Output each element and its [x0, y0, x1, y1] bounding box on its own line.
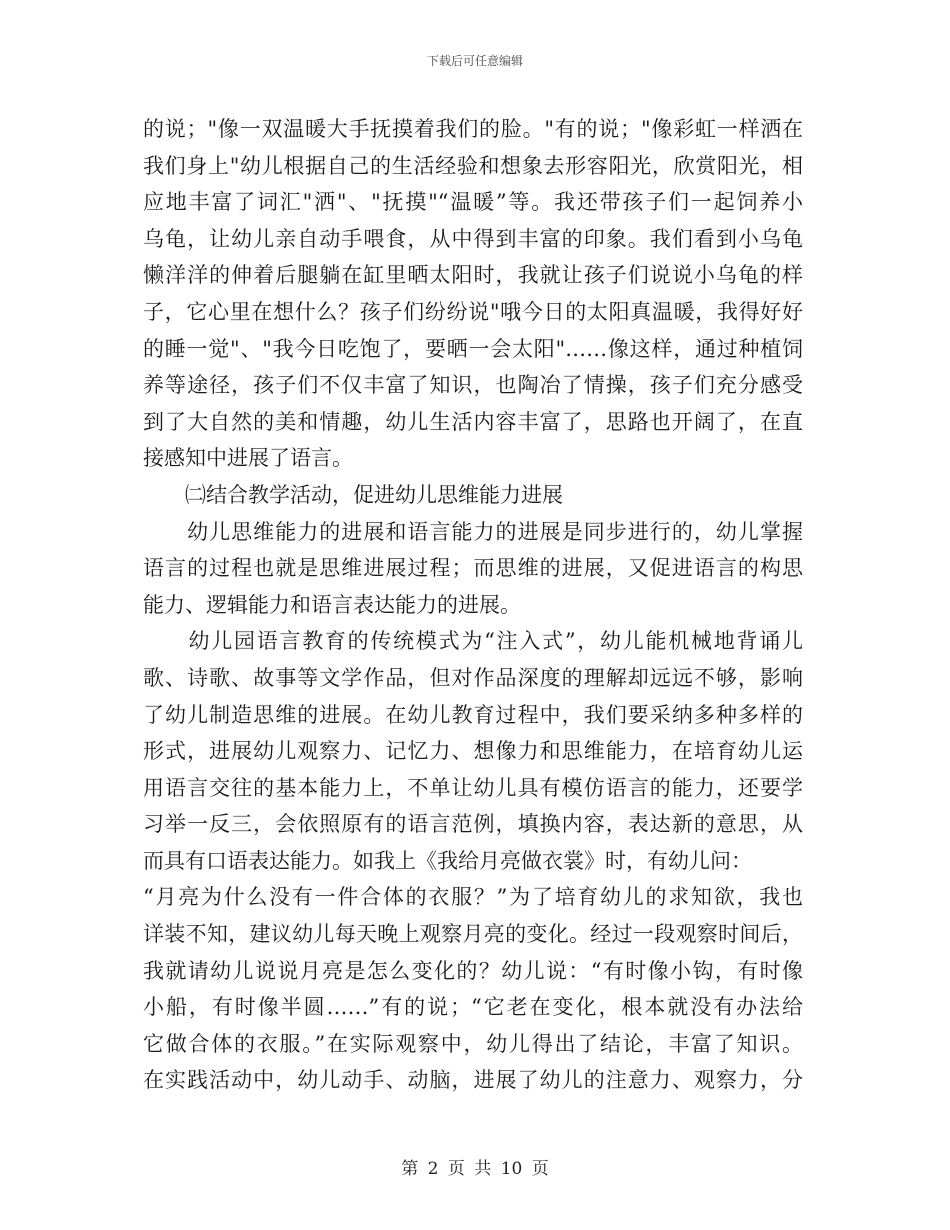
- text-line: 的说；"像一双温暖大手抚摸着我们的脸。"有的说；"像彩虹一样洒在: [143, 117, 803, 141]
- text-line: 歌、诗歌、故事等文学作品，但对作品深度的理解却远远不够，影响: [143, 665, 803, 690]
- text-line: 幼儿园语言教育的传统模式为“注入式”，幼儿能机械地背诵儿: [143, 629, 803, 654]
- text-line: 用语言交往的基本能力上，不单让幼儿具有模仿语言的能力，还要学: [143, 775, 803, 800]
- text-line: 详装不知，建议幼儿每天晚上观察月亮的变化。经过一段观察时间后，: [143, 922, 803, 947]
- text-line: 幼儿思维能力的进展和语言能力的进展是同步进行的，幼儿掌握: [143, 519, 803, 544]
- page-header: 下载后可任意编辑: [426, 54, 523, 68]
- document-body: [143, 111, 803, 1099]
- text-line: 语言的过程也就是思维进展过程；而思维的进展，又促进语言的构思: [143, 556, 803, 581]
- text-line: 我就请幼儿说说月亮是怎么变化的？幼儿说：“有时像小钩，有时像: [143, 958, 803, 983]
- text-line: 习举一反三，会依照原有的语言范例，填换内容，表达新的意思，从: [143, 812, 803, 837]
- text-line: “月亮为什么没有一件合体的衣服？”为了培育幼儿的求知欲，我也: [143, 885, 803, 910]
- text-line: 懒洋洋的伸着后腿躺在缸里晒太阳时，我就让孩子们说说小乌龟的样: [143, 263, 803, 288]
- section-heading: ㈡结合教学活动，促进幼儿思维能力进展: [143, 482, 563, 507]
- text-line: 接感知中进展了语言。: [143, 446, 353, 471]
- text-line: 子，它心里在想什么？孩子们纷纷说"哦今日的太阳真温暖，我得好好: [143, 299, 803, 324]
- text-line: 乌龟，让幼儿亲自动手喂食，从中得到丰富的印象。我们看到小乌龟: [143, 226, 803, 251]
- text-line: 能力、逻辑能力和语言表达能力的进展。: [143, 592, 521, 617]
- text-line: 了幼儿制造思维的进展。在幼儿教育过程中，我们要采纳多种多样的: [143, 702, 803, 727]
- text-line: 在实践活动中，幼儿动手、动脑，进展了幼儿的注意力、观察力，分: [143, 1068, 803, 1093]
- text-line: 而具有口语表达能力。如我上《我给月亮做衣裳》时，有幼儿问：: [143, 848, 752, 873]
- text-line: 养等途径，孩子们不仅丰富了知识，也陶冶了情操，孩子们充分感受: [143, 373, 803, 398]
- page-number: 第 2 页 共 10 页: [401, 1159, 549, 1179]
- text-line: 小船，有时像半圆……”有的说；“它老在变化，根本就没有办法给: [143, 995, 803, 1020]
- text-line: 到了大自然的美和情趣，幼儿生活内容丰富了，思路也开阔了，在直: [143, 409, 803, 434]
- text-line: 形式，进展幼儿观察力、记忆力、想像力和思维能力，在培育幼儿运: [143, 739, 803, 764]
- text-line: 的睡一觉"、"我今日吃饱了，要晒一会太阳"……像这样，通过种植饲: [143, 336, 803, 361]
- text-line: 我们身上"幼儿根据自己的生活经验和想象去形容阳光，欣赏阳光，相: [143, 153, 803, 178]
- text-line: 应地丰富了词汇"洒"、"抚摸"“温暖”等。我还带孩子们一起饲养小: [143, 190, 803, 215]
- text-line: 它做合体的衣服。”在实际观察中，幼儿得出了结论，丰富了知识。: [143, 1031, 803, 1056]
